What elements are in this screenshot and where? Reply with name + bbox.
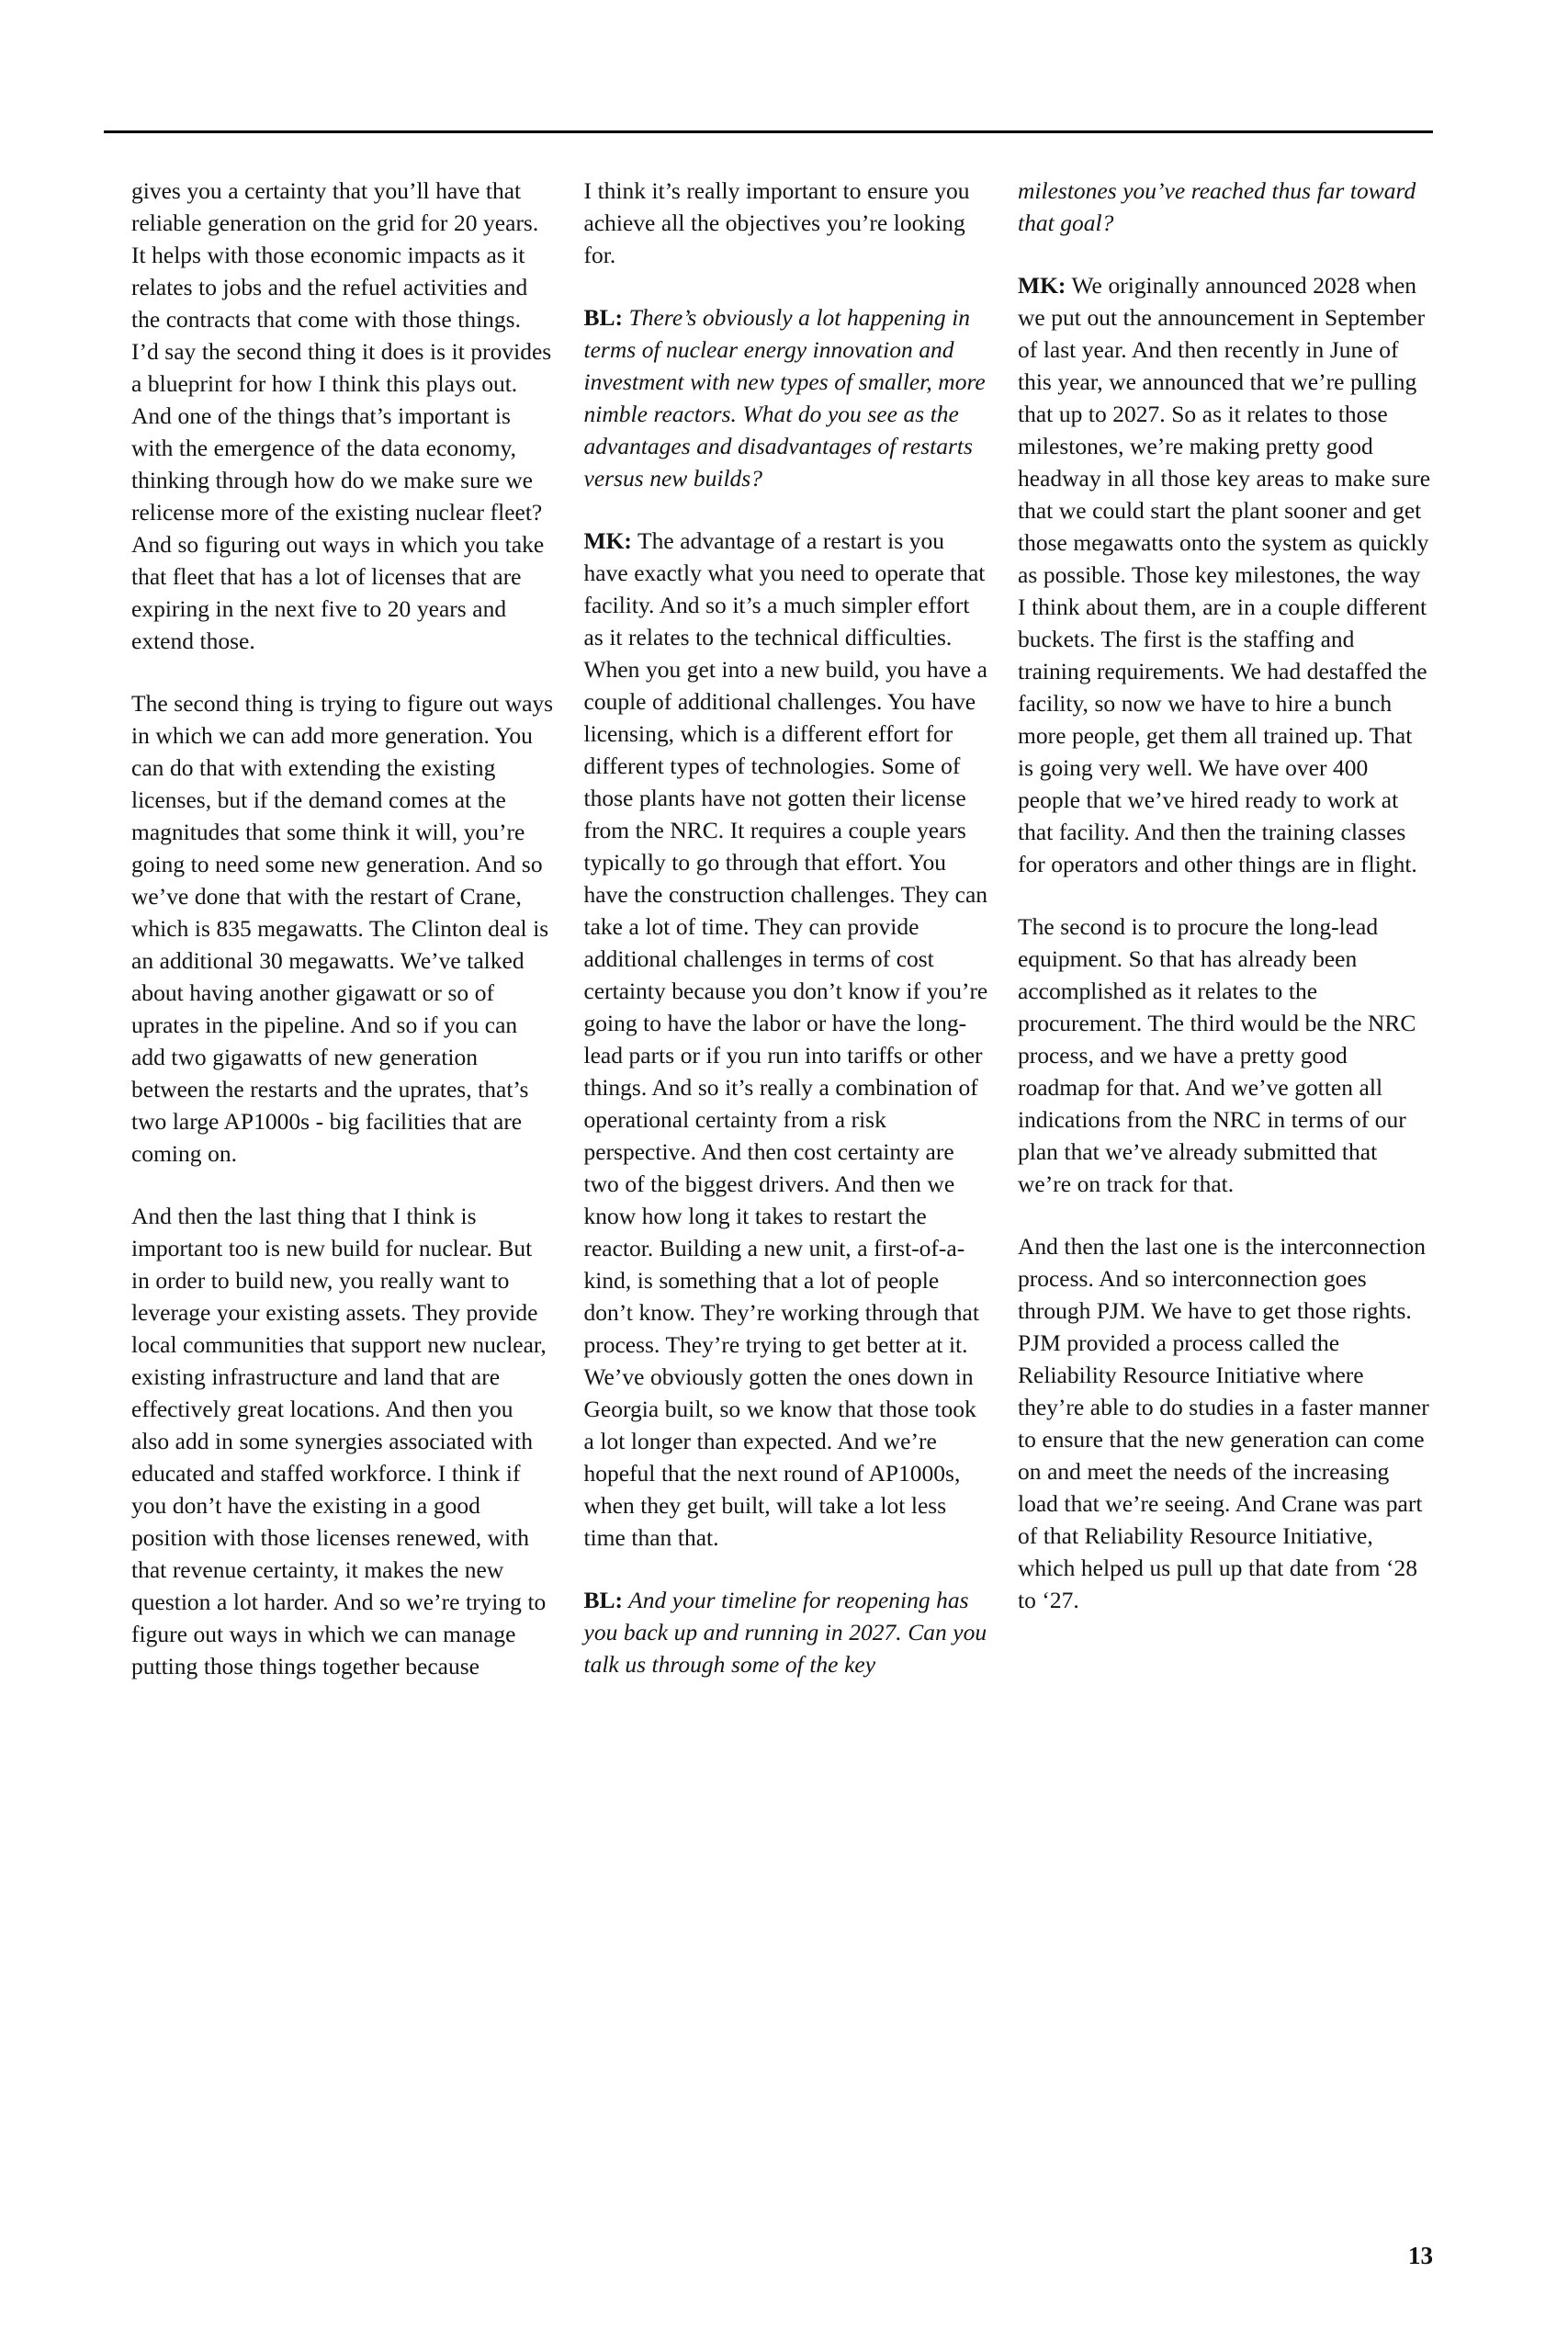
speaker-label-mk: MK: xyxy=(1018,272,1066,299)
answer-text: We originally announced 2028 when we put out the announcement in September of last year. And then recently in June of this year, we announced that we’re pulling that up to 2027. So as it relates to those milestones, we’re making pretty good headway in all those key areas to make sure that we could start the plant sooner and get those megawatts onto the system as quickly as possible. Those key milestones, the way I think about them, are in a couple different buckets. The first is the staffing and training requirements. We had destaffed the facility, so now we have to hire a bunch more people, get them all trained up. That is going very well. We have over 400 people that we’ve hired ready to work at that facility. And then the training classes for operators and other things are in flight. xyxy=(1018,272,1431,877)
paragraph-text: gives you a certainty that you’ll have that reliable generation on the grid for 20 years. It helps with those economic impacts as it relates to jobs and the refuel activities and the contracts that come with those things. I’d say the second thing it does is it provides a blueprint for how I think this plays out. And one of the things that’s important is with the emergence of the data economy, thinking through how do we make sure we relicense more of the existing nuclear fleet? And so figuring out ways in which you take that fleet that has a lot of licenses that are expiring in the next five to 20 years and extend those. xyxy=(131,177,552,654)
question-text: milestones you’ve reached thus far toward that goal? xyxy=(1018,177,1416,236)
question-text: There’s obviously a lot happening in terms of nuclear energy innovation and investment with new types of smaller, more nimble reactors. What do you see as the advantages and disadvantages of restarts versus new builds? xyxy=(583,304,986,492)
speaker-label-bl: BL: xyxy=(583,1587,624,1613)
interview-answer xyxy=(584,525,988,1554)
paragraph xyxy=(584,175,988,271)
interview-question-continued xyxy=(1018,175,1433,239)
article-columns xyxy=(131,175,1433,2233)
answer-text: The advantage of a restart is you have exactly what you need to operate that facility. And so it’s a much simpler effort as it relates to the technical difficulties. When you get into a new build, you have a couple of additional challenges. You have licensing, which is a different effort for different types of technologies. Some of those plants have not gotten their license from the NRC. It requires a couple years typically to go through that effort. You have the construction challenges. They can take a lot of time. They can provide additional challenges in terms of cost certainty because you don’t know if you’re going to have the labor or have the long-lead parts or if you run into tariffs or other things. And so it’s really a combination of operational certainty from a risk perspective. And then cost certainty are two of the biggest drivers. And then we know how long it takes to restart the reactor. Building a new unit, a first-of-a-kind, is something that a lot of people don’t know. They’re working through that process. They’re trying to get better at it. We’ve obviously gotten the ones down in Georgia built, so we know that those took a lot longer than expected. And we’re hopeful that the next round of AP1000s, when they get built, will take a lot less time than that. xyxy=(583,527,988,1551)
paragraph-text: The second is to procure the long-lead equipment. So that has already been accomplished as it relates to the procurement. The third would be the NRC process, and we have a pretty good roadmap for that. And we’ve gotten all indications from the NRC in terms of our plan that we’ve already submitted that we’re on track for that. xyxy=(1018,913,1416,1197)
header-rule xyxy=(104,130,1433,133)
paragraph-text: I think it’s really important to ensure you achieve all the objectives you’re looking for. xyxy=(583,177,970,268)
paragraph-text: And then the last one is the interconnection process. And so interconnection goes through PJM. We have to get those rights. PJM provided a process called the Reliability Resource Initiative where they’re able to do studies in a faster manner to ensure that the new generation can come on and meet the needs of the increasing load that we’re seeing. And Crane was part of that Reliability Resource Initiative, which helped us pull up that date from ‘28 to ‘27. xyxy=(1018,1233,1429,1613)
text-column-1 xyxy=(131,175,554,1682)
speaker-label-mk: MK: xyxy=(583,527,632,554)
paragraph xyxy=(131,687,554,1170)
text-column-3 xyxy=(1018,175,1433,1616)
paragraph-text: And then the last thing that I think is important too is new build for nuclear. But in order to build new, you really want to leverage your existing assets. They provide local communities that support new nuclear, existing infrastructure and land that are effectively great locations. And then you also add in some synergies associated with educated and staffed workforce. I think if you don’t have the existing in a good position with those licenses renewed, with that revenue certainty, it makes the new question a lot harder. And so we’re trying to figure out ways in which we can manage putting those things together because xyxy=(131,1203,547,1679)
paragraph xyxy=(131,175,554,657)
interview-answer xyxy=(1018,269,1433,880)
interview-question xyxy=(584,301,988,494)
interview-question xyxy=(584,1584,988,1680)
text-column-2 xyxy=(584,175,988,1680)
page-number: 13 xyxy=(1408,2242,1433,2269)
question-text: And your timeline for reopening has you back up and running in 2027. Can you talk us through some of the key xyxy=(583,1587,987,1678)
paragraph-text: The second thing is trying to figure out ways in which we can add more generation. You can do that with extending the existing licenses, but if the demand comes at the magnitudes that some think it will, you’re going to need some new generation. And so we’ve done that with the restart of Crane, which is 835 megawatts. The Clinton deal is an additional 30 megawatts. We’ve talked about having another gigawatt or so of uprates in the pipeline. And so if you can add two gigawatts of new generation between the restarts and the uprates, that’s two large AP1000s - big facilities that are coming on. xyxy=(131,690,554,1167)
paragraph xyxy=(131,1200,554,1682)
speaker-label-bl: BL: xyxy=(583,304,624,331)
paragraph xyxy=(1018,1230,1433,1616)
paragraph xyxy=(1018,910,1433,1200)
